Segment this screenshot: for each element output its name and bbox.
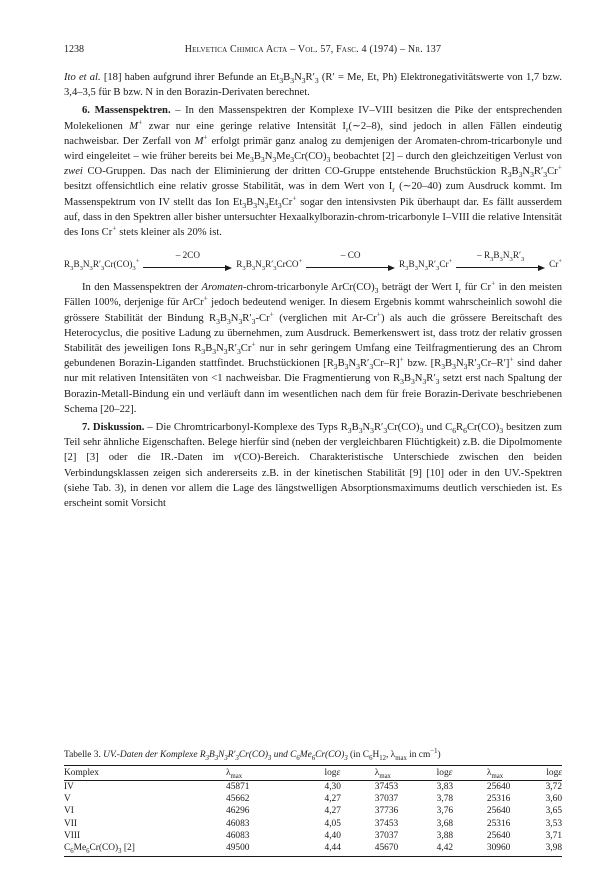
header-log-eps-3: logε <box>535 766 562 781</box>
cell-complex: $C_6Me_6Cr(CO)_3$ [2] <box>64 842 156 857</box>
cell-value: 37453 <box>374 818 399 829</box>
cell-value: 25640 <box>486 782 511 792</box>
section-6-title: Massenspektren. <box>94 105 171 117</box>
table-row <box>64 818 562 830</box>
scheme-species-molecular-ion: $R_3B_3N_3R'_3Cr(CO)_3^+$ <box>64 257 140 272</box>
paragraph-aromaten: In den Massenspektren der Aromaten-chrom-tricarbonyle $ArCr(CO)_3$ beträgt der Wert $I_r$ für Cr+ in den meisten Fällen 100%, derjenige für ArCr+ jedoch bedeutend weniger. In diesem Ergebnis kommt wahrscheinlich sowohl die grössere Stabilität der Bindung $R_3B_3N_3R'_3-Cr^+$ (verglichen mit Ar-Cr+) als auch die grössere Bereitschaft des Heterocyclus, die positive Ladung zu übernehmen, zum Ausdruck. Bemerkenswert ist, dass trotz der relativ grossen Stabilität des jeweiligen Ions $R_3B_3N_3R'_3Cr^+$ nur in sehr geringem Umfang eine Teilfragmentierung des an Chrom gebundenen Borazin-Liganden stattfindet. Bruchstückionen $[R_3B_3N_3R'_3Cr-R]^+$ bzw. $[R_3B_3N_3R'_3Cr-R']^+$ sind daher nur mit relativen Intensitäten von <1 nachweisbar. Die Fragmentierung von $R_3B_3N_3R'_3$ setzt erst nach Spaltung der Borazin-Metall-Bindung ein und verläuft dann im wesentlichen nach dem für freie Borazin-Derivate beschriebenen Schema [20–22]. <box>64 278 563 415</box>
header-lambda-max-1: $\lambda_{max}$ <box>156 766 311 781</box>
cell-value: 3,98 <box>535 842 562 857</box>
cell-value: 46296 <box>226 806 250 817</box>
table-header-row <box>64 766 562 781</box>
body-text <box>64 70 562 511</box>
table-3 <box>64 749 562 857</box>
cell-value: 3,72 <box>545 782 562 792</box>
table-row <box>64 830 562 842</box>
page-number: 1238 <box>64 44 84 55</box>
section-7-paragraph: 7. Diskussion. – Die Chromtricarbonyl-Komplexe des Typs $R_3B_3N_3R'_3Cr(CO)_3$ und $C_6R_6Cr(CO)_3$ besitzen zum Teil sehr ähnliche Eigenschaften. Belege hierfür sind (neben der vergleichbaren Flüchtigkeit) z.B. die Dipolmomente [2] [3] oder die IR.-Daten im ν(CO)-Bereich. Charakteristische Unterschiede zwischen den beiden Verbindungsklassen zeigen sich andererseits z.B. in der kinetischen Stabilität [9] [10] oder in den UV.-Spektren (siehe Tab. 3), in denen vor allem die Lage des längstwelligen Absorptionsmaximums deutlich verschieden ist. Es erscheint somit Vorsicht <box>64 422 562 510</box>
cell-value: 4,42 <box>423 842 473 857</box>
cell-value: 45670 <box>361 842 423 857</box>
fragmentation-scheme <box>64 248 562 274</box>
cell-value: 4,05 <box>324 818 341 829</box>
section-6-paragraph: 6. Massenspektren. – In den Massenspektren der Komplexe IV–VIII besitzen die Pike der entsprechenden Molekelionen M+ zwar nur eine geringe relative Intensität $I_r(\sim 2-8)$, sind jedoch in allen Fällen eindeutig nachweisbar. Der Zerfall von M+ erfolgt primär ganz analog zu demjenigen der Aromaten-chrom-tricarbonyle und wird eingeleitet – wie früher bereits bei $Me_3B_3N_3Me_3Cr(CO)_3$ beobachtet [2] – durch den gleichzeitigen Verlust von zwei CO-Gruppen. Das nach der Eliminierung der dritten CO-Gruppe entstehende Bruchstückion $R_3B_3N_3R'_3Cr^+$ besitzt offensichtlich eine relativ grosse Stabilität, was in dem Wert von $I_r$ (∼20–40) zum Ausdruck kommt. Im Massenspektrum von IV stellt das Ion $Et_3B_3N_3Et_3Cr^+$ sogar den intensivsten Pik überhaupt dar. Es fällt ausserdem auf, dass in den Spektren aller bisher untersuchter Hexaalkylborazin-chrom-tricarbonyle I–VIII die relative Intensität des Ions Cr+ stets kleiner als 20% ist. <box>64 105 562 239</box>
cell-value: 3,68 <box>436 818 454 829</box>
cell-value: 37736 <box>374 806 399 817</box>
journal-title: Helvetica Chimica Acta – Vol. 57, Fasc. 4 (1974) – Nr. 137 <box>184 44 442 55</box>
cell-value: 4,27 <box>324 794 341 805</box>
scheme-arrow-3 <box>456 248 545 274</box>
cell-value: 46083 <box>226 830 250 841</box>
cell-value: 3,83 <box>436 782 454 792</box>
header-lambda-max-2: $\lambda_{max}$ <box>361 766 423 781</box>
cell-value: 45871 <box>226 782 250 792</box>
cell-complex: VIII <box>64 830 81 841</box>
table-caption: Tabelle 3. UV.-Daten der Komplexe $R_3B_3N_3R'_3Cr(CO)_3$ und $C_6Me_6Cr(CO)_3$ (in $C_6H_{12}$, $\lambda_{max}$ in $cm^{-1}$) <box>64 747 441 762</box>
cell-value: 3,76 <box>436 806 454 817</box>
table-row <box>64 793 562 805</box>
header-komplex: Komplex <box>64 766 156 781</box>
scheme-arrow-3-label: – $R_3B_3N_3R'_3$ <box>477 250 525 264</box>
table-row <box>64 805 562 817</box>
cell-complex: VI <box>64 806 74 817</box>
scheme-arrow-1 <box>143 248 232 274</box>
cell-value: 3,88 <box>436 830 454 841</box>
cell-value: 46083 <box>226 818 250 829</box>
cell-value: 4,27 <box>324 806 341 817</box>
cell-complex: IV <box>64 782 74 792</box>
scheme-arrow-2 <box>306 248 395 274</box>
section-7-title: Diskussion. <box>92 422 145 434</box>
cell-value: 30960 <box>473 842 535 857</box>
running-head <box>64 44 562 58</box>
cell-value: 3,53 <box>545 818 562 829</box>
cell-value: 25316 <box>486 818 511 829</box>
scheme-arrow-1-label: – 2CO <box>175 250 200 261</box>
cell-complex: V <box>64 794 71 805</box>
intro-paragraph: Ito et al. [18] haben aufgrund ihrer Befunde an $Et_3B_3N_3R'_3$ (R′ = Me, Et, Ph) Elektronegativitätswerte von 1,7 bzw. 3,4–3,5 für B bzw. N in den Borazin-Derivaten berechnet. <box>64 72 563 99</box>
uv-data-table <box>64 765 562 857</box>
header-log-eps-1: logε <box>311 766 361 781</box>
cell-value: 25316 <box>486 794 511 805</box>
table-row <box>64 842 562 857</box>
cell-value: 49500 <box>156 842 311 857</box>
cell-value: 25640 <box>486 806 511 817</box>
cell-value: 3,78 <box>436 794 454 805</box>
cited-author: Ito et al. <box>64 72 101 83</box>
cell-value: 25640 <box>486 830 511 841</box>
cell-value: 3,60 <box>545 794 562 805</box>
cell-value: 3,71 <box>545 830 562 841</box>
cell-value: 4,30 <box>324 782 341 792</box>
cell-value: 4,40 <box>324 830 341 841</box>
cell-value: 45662 <box>226 794 250 805</box>
scheme-arrow-2-label: – CO <box>340 250 361 261</box>
cell-value: 4,44 <box>311 842 361 857</box>
scheme-species-cr-ion: Cr+ <box>549 257 562 270</box>
section-6-number: 6. <box>82 105 90 117</box>
table-row <box>64 781 562 794</box>
scheme-species-monocarbonyl: $R_3B_3N_3R'_3CrCO^+$ <box>236 257 303 272</box>
cell-value: 37037 <box>374 794 399 805</box>
header-lambda-max-3: $\lambda_{max}$ <box>473 766 535 781</box>
cell-value: 37037 <box>374 830 399 841</box>
scheme-species-borazin-cr: $R_3B_3N_3R'_3Cr^+$ <box>399 257 453 272</box>
cell-value: 37453 <box>374 782 399 792</box>
cell-complex: VII <box>64 818 78 829</box>
section-7-number: 7. <box>82 422 90 434</box>
cell-value: 3,65 <box>545 806 562 817</box>
header-log-eps-2: logε <box>423 766 473 781</box>
